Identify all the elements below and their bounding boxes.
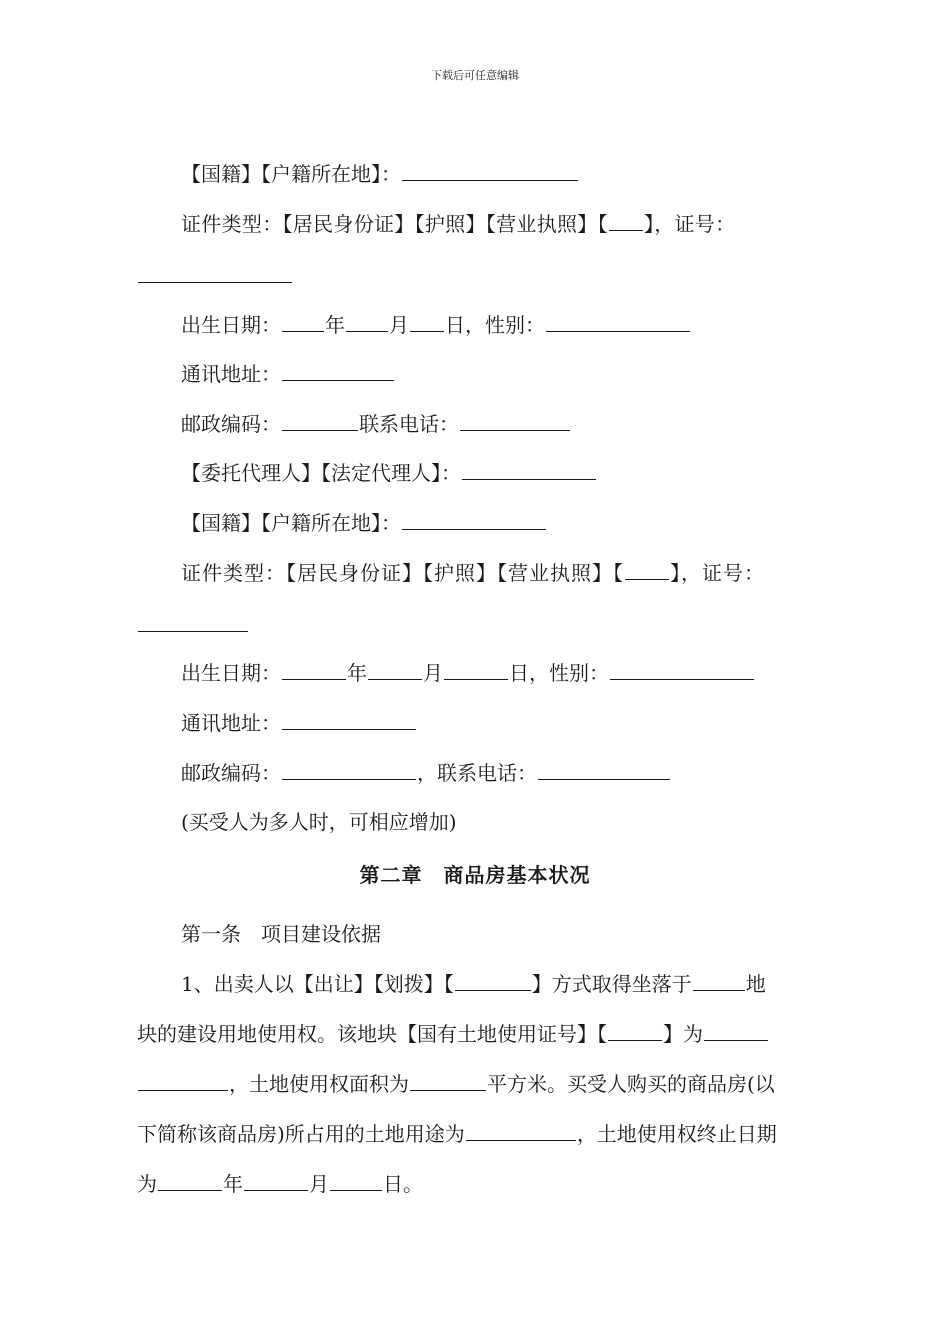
end-month-field[interactable] [244,1172,308,1191]
p1-text-b: 】方式取得坐落于 [531,972,692,996]
p3-text-b: 平方米。买受人购买的商品房(以 [487,1072,775,1096]
p4-text-a: 下简称该商品房)所占用的土地用途为 [137,1122,465,1146]
p1-text-c: 地 [745,972,766,996]
chapter-title: 第二章 商品房基本状况 [359,863,591,887]
year-label: 年 [325,313,345,337]
page-header: 下载后可任意编辑 [431,69,519,82]
month-label: 月 [389,313,409,337]
end-day-field[interactable] [330,1172,382,1191]
birth-line-1 [181,313,691,337]
nationality-line-2 [181,511,547,535]
paragraph-line-3 [137,1072,775,1096]
land-use-field[interactable] [466,1122,576,1141]
birth-line-2 [181,661,755,685]
nationality-field[interactable] [402,162,578,181]
id-type-other-field[interactable] [609,212,643,231]
id-number-field[interactable] [138,264,292,283]
year-label: 年 [347,661,367,685]
gender-label: 日，性别： [509,661,609,685]
postal-field[interactable] [282,412,358,431]
paragraph-line-5 [137,1172,423,1196]
day-label: 日。 [383,1172,423,1196]
address-label: 通讯地址： [181,711,281,735]
birth-month-field[interactable] [346,313,388,332]
address-line-2 [181,711,417,735]
postal-line-2 [181,761,671,785]
phone-field[interactable] [460,412,570,431]
id-type-label: 证件类型：【居民身份证】【护照】【营业执照】【 [181,561,624,585]
id-number-line-1 [137,264,293,288]
id-type-other-field[interactable] [625,561,669,580]
postal-field[interactable] [282,761,416,780]
birth-day-field[interactable] [410,313,444,332]
postal-label: 邮政编码： [181,412,281,436]
birth-label: 出生日期： [181,313,281,337]
certificate-number-field[interactable] [704,1022,768,1041]
nationality-label: 【国籍】【户籍所在地】： [181,511,401,535]
buyer-note: (买受人为多人时，可相应增加) [181,810,457,834]
p5-text-a: 为 [137,1172,157,1196]
article-heading: 第一条 项目建设依据 [181,922,381,946]
id-type-line-2 [181,561,765,585]
phone-label: ，联系电话： [417,761,537,785]
certificate-number-cont-field[interactable] [138,1072,228,1091]
p1-text-a: 1、出卖人以【出让】【划拨】【 [181,972,454,996]
paragraph-line-1 [181,972,766,996]
id-type-line-1 [181,212,735,236]
location-field[interactable] [693,972,745,991]
end-year-field[interactable] [158,1172,222,1191]
nationality-label: 【国籍】【户籍所在地】： [181,162,401,186]
address-field[interactable] [282,711,416,730]
gender-label: 日，性别： [445,313,545,337]
address-line-1 [181,362,395,386]
p2-text-b: 】为 [663,1022,703,1046]
nationality-line-1 [181,162,579,186]
agent-label: 【委托代理人】【法定代理人】： [181,461,461,485]
certificate-type-field[interactable] [608,1022,662,1041]
acquisition-method-field[interactable] [455,972,531,991]
land-area-field[interactable] [410,1072,486,1091]
phone-label: 联系电话： [359,412,459,436]
gender-field[interactable] [546,313,690,332]
birth-year-field[interactable] [282,661,346,680]
birth-label: 出生日期： [181,661,281,685]
paragraph-line-2 [137,1022,769,1046]
p4-text-b: ，土地使用权终止日期 [576,1122,777,1146]
nationality-field[interactable] [402,511,546,530]
id-number-label: 】，证号： [643,212,736,236]
phone-field[interactable] [538,761,670,780]
postal-line-1 [181,412,571,436]
address-label: 通讯地址： [181,362,281,386]
birth-year-field[interactable] [282,313,324,332]
birth-month-field[interactable] [368,661,422,680]
agent-line [181,461,597,485]
id-number-field[interactable] [138,613,248,632]
id-type-label: 证件类型：【居民身份证】【护照】【营业执照】【 [181,212,608,236]
agent-field[interactable] [462,461,596,480]
month-label: 月 [423,661,443,685]
p3-text-a: ，土地使用权面积为 [229,1072,409,1096]
birth-day-field[interactable] [444,661,508,680]
address-field[interactable] [282,362,394,381]
postal-label: 邮政编码： [181,761,281,785]
id-number-label: 】，证号： [670,561,765,585]
gender-field[interactable] [610,661,754,680]
p2-text-a: 块的建设用地使用权。该地块【国有土地使用证号】【 [137,1022,607,1046]
paragraph-line-4 [137,1122,777,1146]
month-label: 月 [309,1172,329,1196]
id-number-line-2 [137,613,249,637]
year-label: 年 [223,1172,243,1196]
